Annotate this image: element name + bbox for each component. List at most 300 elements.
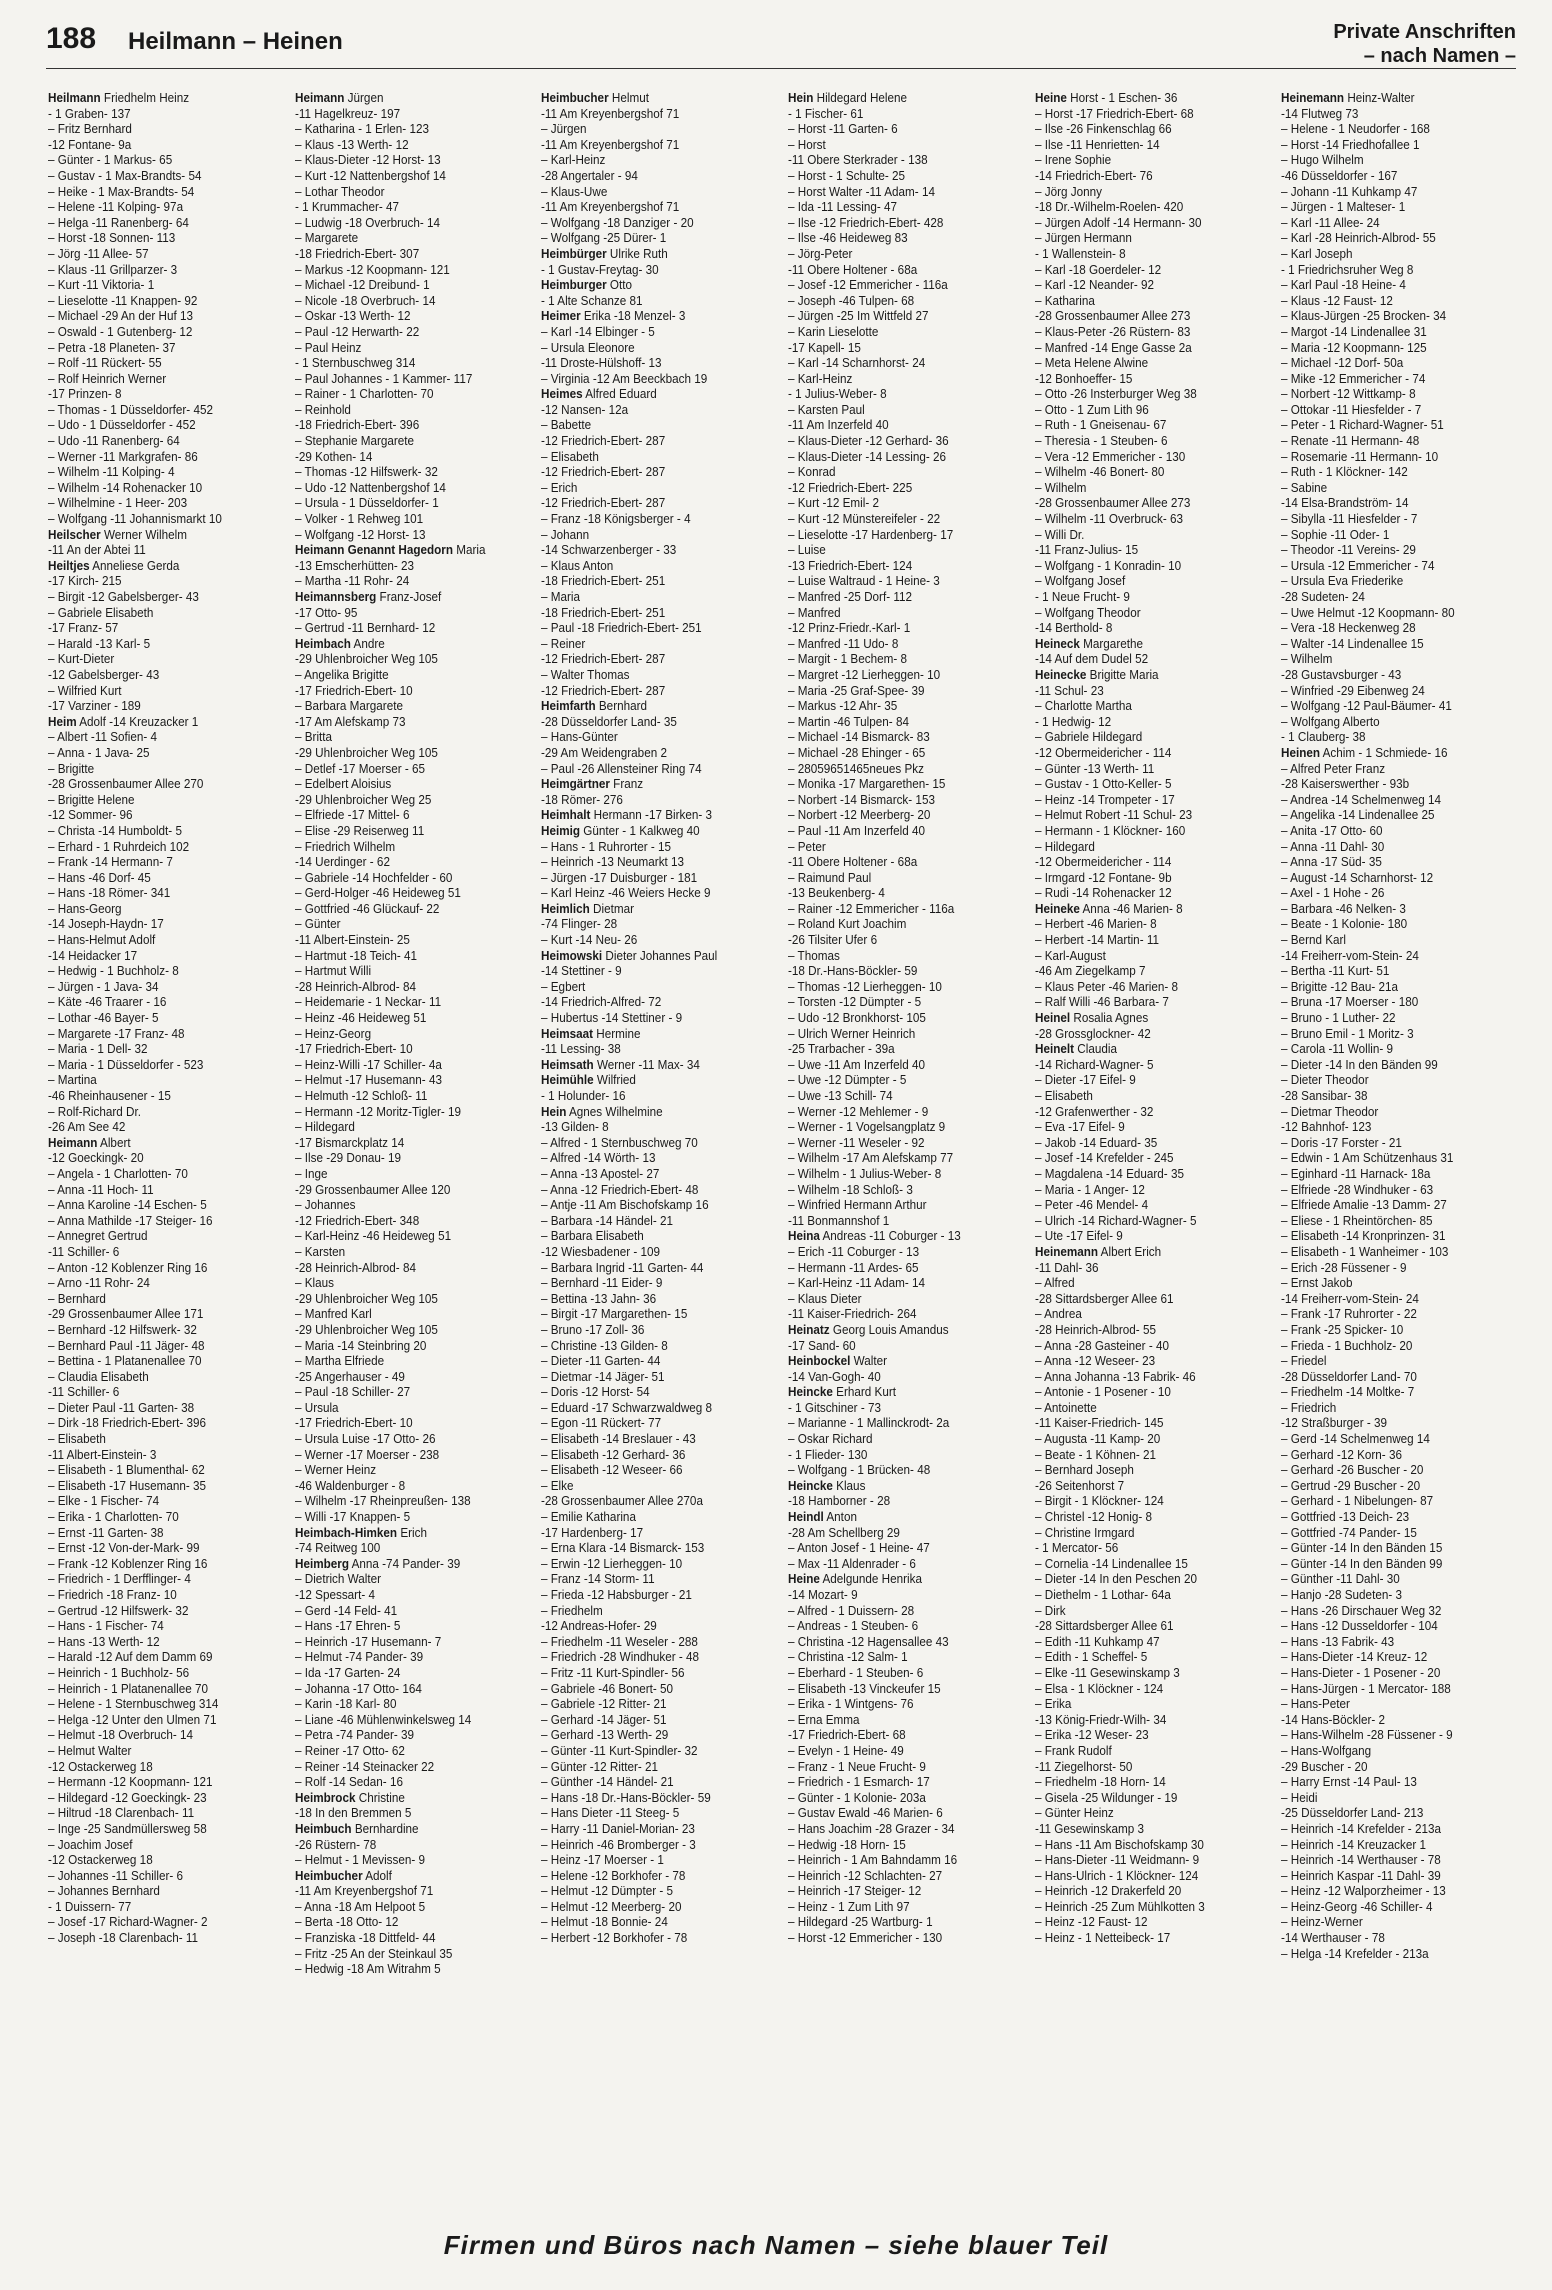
directory-entry	[48, 1353, 280, 1369]
entry-text: – Arno -11 Rohr- 24	[48, 1275, 150, 1291]
directory-entry	[1035, 230, 1267, 246]
directory-entry	[295, 1649, 527, 1665]
surname-heading: Heimgärtner	[541, 776, 611, 792]
entry-text: – Werner -11 Markgrafen- 86	[48, 448, 198, 464]
directory-entry	[1281, 1649, 1513, 1665]
directory-entry	[788, 807, 1020, 823]
entry-text: – Hedwig - 1 Buchholz- 8	[48, 963, 179, 979]
entry-text: – Günter Heinz	[1034, 1805, 1114, 1821]
entry-text: – Fritz -11 Kurt-Spindler- 56	[541, 1664, 685, 1680]
entry-text: -17 Friedrich-Ebert- 10	[294, 1041, 413, 1057]
entry-text: – Heinz - 1 Netteibeck- 17	[1034, 1930, 1170, 1946]
directory-entry	[541, 979, 773, 995]
directory-entry	[541, 480, 773, 496]
directory-entry	[48, 1135, 280, 1151]
entry-text: – Willi Dr.	[1034, 526, 1085, 542]
entry-text: – Günter -12 Ritter- 21	[541, 1758, 659, 1774]
directory-entry	[48, 386, 280, 402]
directory-entry	[1281, 1571, 1513, 1587]
directory-entry	[48, 542, 280, 558]
directory-entry	[788, 1384, 1020, 1400]
directory-entry	[788, 1104, 1020, 1120]
entry-text: – Heinz-Georg	[294, 1025, 371, 1041]
entry-text: – Anna -11 Dahl- 30	[1281, 838, 1385, 854]
entry-text: -17 Hardenberg- 17	[541, 1524, 644, 1540]
entry-text: – Hans Joachim -28 Grazer - 34	[788, 1820, 955, 1836]
directory-entry	[788, 1338, 1020, 1354]
directory-entry	[788, 1244, 1020, 1260]
directory-entry	[48, 1010, 280, 1026]
directory-entry	[295, 558, 527, 574]
directory-entry	[295, 1384, 527, 1400]
entry-text: -14 Hans-Böckler- 2	[1281, 1711, 1386, 1727]
entry-text: – Elke	[541, 1477, 574, 1493]
entry-text: Andre	[353, 635, 385, 651]
directory-entry	[48, 1431, 280, 1447]
directory-entry	[48, 417, 280, 433]
entry-text: – Marianne - 1 Mallinckrodt- 2a	[788, 1415, 950, 1431]
entry-text: – Elisabeth - 1 Wanheimer - 103	[1281, 1243, 1449, 1259]
directory-entry	[295, 121, 527, 137]
entry-text: Maria	[455, 542, 486, 558]
directory-entry	[295, 1556, 527, 1572]
directory-entry	[1035, 1914, 1267, 1930]
directory-entry	[1035, 402, 1267, 418]
entry-text: – Friedrich -28 Windhuker - 48	[541, 1649, 700, 1665]
entry-text: -12 Fontane- 9a	[48, 136, 132, 152]
entry-text: Georg Louis Amandus	[832, 1321, 949, 1337]
directory-entry	[48, 994, 280, 1010]
surname-heading: Heimbrock	[294, 1789, 356, 1805]
directory-entry	[788, 745, 1020, 761]
directory-entry	[788, 854, 1020, 870]
entry-text: – Hans-Dieter -11 Weidmann- 9	[1034, 1852, 1199, 1868]
entry-text: – Gabriele -46 Bonert- 50	[541, 1680, 674, 1696]
entry-text: – Anna Mathilde -17 Steiger- 16	[48, 1212, 213, 1228]
directory-entry	[788, 246, 1020, 262]
directory-entry	[788, 1556, 1020, 1572]
directory-entry	[1281, 994, 1513, 1010]
entry-text: – Reiner -17 Otto- 62	[294, 1742, 405, 1758]
directory-entry	[295, 776, 527, 792]
entry-text: – Ilse -26 Finkenschlag 66	[1034, 121, 1172, 137]
directory-entry	[1035, 121, 1267, 137]
directory-entry	[1035, 605, 1267, 621]
directory-entry	[1281, 916, 1513, 932]
entry-text: -12 Straßburger - 39	[1281, 1415, 1388, 1431]
entry-text: – Heinrich -13 Neumarkt 13	[541, 854, 685, 870]
directory-entry	[541, 729, 773, 745]
directory-entry	[788, 1431, 1020, 1447]
directory-entry	[1035, 246, 1267, 262]
directory-entry	[541, 1696, 773, 1712]
directory-entry	[541, 262, 773, 278]
surname-heading: Heiltjes	[48, 557, 90, 573]
entry-text: – Manfred -11 Udo- 8	[788, 635, 899, 651]
surname-heading: Heimsath	[541, 1056, 595, 1072]
directory-entry	[1035, 386, 1267, 402]
entry-text: – Charlotte Martha	[1034, 698, 1132, 714]
entry-text: – Hans-Peter	[1281, 1696, 1351, 1712]
entry-text: -12 Goeckingk- 20	[48, 1150, 144, 1166]
entry-text: – Uwe -12 Dümpter - 5	[788, 1072, 907, 1088]
directory-entry	[295, 636, 527, 652]
entry-text: – Erika -12 Weser- 23	[1034, 1727, 1149, 1743]
directory-entry	[48, 1759, 280, 1775]
directory-entry	[295, 1150, 527, 1166]
entry-text: Achim - 1 Schmiede- 16	[1322, 744, 1448, 760]
directory-entry	[788, 729, 1020, 745]
directory-entry	[295, 324, 527, 340]
entry-text: -17 Prinzen- 8	[48, 386, 122, 402]
directory-entry	[48, 215, 280, 231]
entry-text: – Klaus-Dieter -12 Horst- 13	[294, 152, 441, 168]
entry-text: – Jürgen - 1 Java- 34	[48, 978, 159, 994]
directory-entry	[295, 605, 527, 621]
directory-entry	[541, 246, 773, 262]
entry-text: – Joseph -18 Clarenbach- 11	[48, 1930, 199, 1946]
directory-entry	[788, 106, 1020, 122]
entry-text: – Frieda - 1 Buchholz- 20	[1281, 1337, 1413, 1353]
directory-entry	[541, 1587, 773, 1603]
entry-text: – Jörg -11 Allee- 57	[48, 245, 149, 261]
entry-text: – Jörg Jonny	[1034, 183, 1102, 199]
directory-entry	[295, 1696, 527, 1712]
entry-text: – Birgit -17 Margarethen- 15	[541, 1306, 688, 1322]
directory-entry	[1035, 1057, 1267, 1073]
entry-text: -14 Auf dem Dudel 52	[1034, 651, 1148, 667]
directory-entry	[295, 449, 527, 465]
directory-entry	[1035, 1525, 1267, 1541]
directory-entry	[1281, 1119, 1513, 1135]
directory-entry	[48, 1338, 280, 1354]
directory-entry	[1281, 745, 1513, 761]
entry-text: - 1 Neue Frucht- 9	[1034, 589, 1130, 604]
entry-text: – Carola -11 Wollin- 9	[1281, 1041, 1394, 1057]
entry-text: – Johannes	[294, 1197, 356, 1213]
entry-text: – Axel - 1 Hohe - 26	[1281, 885, 1385, 901]
directory-entry	[48, 262, 280, 278]
entry-text: – Heinrich - 1 Platanenallee 70	[48, 1680, 209, 1696]
entry-text: – Christine -13 Gilden- 8	[541, 1337, 669, 1353]
directory-entry	[48, 1228, 280, 1244]
entry-text: -29 Grossenbaumer Allee 120	[294, 1181, 451, 1197]
directory-entry	[48, 1727, 280, 1743]
entry-text: Franz	[613, 776, 644, 792]
directory-entry	[788, 1540, 1020, 1556]
directory-entry	[788, 1306, 1020, 1322]
entry-text: -25 Düsseldorfer Land- 213	[1281, 1805, 1424, 1821]
directory-entry	[295, 1509, 527, 1525]
entry-text: – Wolfgang -18 Danziger - 20	[541, 214, 694, 230]
directory-entry	[788, 1883, 1020, 1899]
directory-entry	[48, 449, 280, 465]
entry-text: – Hermann -12 Moritz-Tigler- 19	[294, 1103, 461, 1119]
directory-entry	[1281, 90, 1513, 106]
entry-text: – Hartmut -18 Teich- 41	[294, 947, 417, 963]
entry-text: – Bernhard	[48, 1290, 106, 1306]
directory-entry	[1281, 371, 1513, 387]
directory-entry	[295, 1603, 527, 1619]
entry-text: -28 Sittardsberger Allee 61	[1034, 1618, 1174, 1634]
entry-text: – Helene -11 Kolping- 97a	[48, 199, 184, 215]
directory-entry	[1281, 511, 1513, 527]
directory-entry	[295, 1743, 527, 1759]
entry-text: – Gerd -14 Schelmenweg 14	[1281, 1431, 1431, 1447]
entry-text: Erika -18 Menzel- 3	[584, 308, 686, 324]
entry-text: Anton	[826, 1509, 857, 1525]
directory-entry	[295, 589, 527, 605]
directory-entry	[48, 1837, 280, 1853]
directory-entry	[295, 1275, 527, 1291]
entry-text: – Heidemarie - 1 Neckar- 11	[294, 994, 441, 1010]
directory-entry	[788, 386, 1020, 402]
entry-text: Albert Erich	[1100, 1243, 1161, 1259]
directory-entry	[1281, 1415, 1513, 1431]
directory-entry	[295, 792, 527, 808]
directory-entry	[295, 1899, 527, 1915]
directory-entry	[541, 1010, 773, 1026]
directory-entry	[1035, 511, 1267, 527]
directory-entry	[1281, 979, 1513, 995]
directory-entry	[295, 371, 527, 387]
directory-entry	[1035, 1868, 1267, 1884]
entry-text: – Heinrich -12 Schlachten- 27	[788, 1867, 943, 1883]
entry-text: – Gottfried -46 Glückauf- 22	[294, 900, 440, 916]
directory-entry	[1281, 527, 1513, 543]
entry-text: – Angelika Brigitte	[294, 666, 389, 682]
directory-entry	[788, 1447, 1020, 1463]
entry-text: – Rolf Heinrich Werner	[48, 370, 167, 386]
entry-text: -11 Schiller- 6	[48, 1384, 120, 1400]
directory-entry	[295, 885, 527, 901]
entry-text: – Bernhard Joseph	[1034, 1462, 1134, 1478]
directory-entry	[788, 433, 1020, 449]
directory-entry	[541, 1525, 773, 1541]
directory-entry	[788, 963, 1020, 979]
entry-text: – Irmgard -12 Fontane- 9b	[1034, 869, 1172, 885]
entry-text: – Helga -12 Unter den Ulmen 71	[48, 1711, 217, 1727]
entry-text: – Elke -11 Gesewinskamp 3	[1034, 1664, 1180, 1680]
entry-text: -11 Kaiser-Friedrich- 264	[788, 1306, 917, 1322]
entry-text: – Werner -17 Moerser - 238	[294, 1446, 439, 1462]
directory-entry	[1035, 792, 1267, 808]
directory-entry	[788, 293, 1020, 309]
entry-text: -11 Dahl- 36	[1034, 1259, 1099, 1275]
entry-text: -18 Friedrich-Ebert- 307	[294, 245, 419, 261]
entry-text: – Jakob -14 Eduard- 35	[1034, 1134, 1157, 1150]
entry-text: – Erhard - 1 Ruhrdeich 102	[48, 838, 190, 854]
directory-entry	[1281, 1306, 1513, 1322]
directory-entry	[1035, 1119, 1267, 1135]
directory-entry	[1281, 386, 1513, 402]
directory-entry	[48, 963, 280, 979]
directory-entry	[541, 308, 773, 324]
directory-entry	[1035, 807, 1267, 823]
directory-entry	[48, 121, 280, 137]
entry-text: – Thomas	[788, 947, 840, 963]
directory-entry	[48, 340, 280, 356]
entry-text: -17 Friedrich-Ebert- 10	[294, 1415, 413, 1431]
entry-text: – Wilhelm -18 Schloß- 3	[788, 1181, 913, 1197]
entry-text: – Wilhelm -17 Rheinpreußen- 138	[294, 1493, 471, 1509]
entry-text: -26 Tilsiter Ufer 6	[788, 932, 878, 948]
entry-text: Günter - 1 Kalkweg 40	[583, 822, 701, 838]
entry-text: – Anna -12 Friedrich-Ebert- 48	[541, 1181, 699, 1197]
entry-text: – Hermann -12 Koopmann- 121	[48, 1774, 213, 1790]
surname-heading: Heinecke	[1034, 666, 1087, 682]
directory-entry	[541, 932, 773, 948]
surname-heading: Heilscher	[48, 526, 101, 542]
directory-entry	[788, 885, 1020, 901]
directory-entry	[1281, 277, 1513, 293]
entry-text: – Friedrich	[1281, 1399, 1337, 1415]
entry-text: – Ulrich -14 Richard-Wagner- 5	[1034, 1212, 1197, 1228]
entry-text: – Lieselotte -11 Knappen- 92	[48, 292, 198, 308]
entry-text: – Ruth - 1 Klöckner- 142	[1281, 464, 1409, 480]
directory-entry	[1035, 698, 1267, 714]
entry-text: Werner -11 Max- 34	[597, 1056, 701, 1072]
section-heading-line2: – nach Namen –	[1363, 45, 1516, 67]
directory-entry	[541, 1774, 773, 1790]
entry-text: – Uwe Helmut -12 Koopmann- 80	[1281, 604, 1455, 620]
directory-entry	[788, 1135, 1020, 1151]
entry-text: – Helmut -74 Pander- 39	[294, 1649, 423, 1665]
directory-entry	[1281, 168, 1513, 184]
entry-text: -14 Van-Gogh- 40	[788, 1368, 881, 1384]
entry-text: – Hans -13 Fabrik- 43	[1281, 1633, 1395, 1649]
entry-text: – Bruno -17 Zoll- 36	[541, 1321, 645, 1337]
directory-entry	[1035, 1400, 1267, 1416]
directory-entry	[541, 1727, 773, 1743]
directory-entry	[1281, 215, 1513, 231]
entry-text: Otto	[610, 277, 633, 293]
entry-text: – Hans-Wolfgang	[1281, 1742, 1372, 1758]
directory-entry	[788, 636, 1020, 652]
directory-entry	[48, 1306, 280, 1322]
directory-entry	[788, 402, 1020, 418]
entry-text: – Thomas - 1 Düsseldorfer- 452	[48, 401, 213, 417]
directory-entry	[788, 1478, 1020, 1494]
directory-entry	[541, 1447, 773, 1463]
directory-entry	[788, 1634, 1020, 1650]
entry-text: – Nicole -18 Overbruch- 14	[294, 292, 436, 308]
directory-entry	[295, 1041, 527, 1057]
directory-entry	[48, 1883, 280, 1899]
directory-entry	[1035, 199, 1267, 215]
directory-entry	[788, 355, 1020, 371]
directory-entry	[48, 901, 280, 917]
entry-text: – Günter	[294, 916, 341, 932]
directory-entry	[295, 1447, 527, 1463]
directory-entry	[541, 340, 773, 356]
directory-entry	[1035, 901, 1267, 917]
directory-entry	[788, 1462, 1020, 1478]
entry-text: -28 Grossenbaumer Allee 273	[1034, 308, 1191, 324]
directory-entry	[1035, 1447, 1267, 1463]
entry-text: -14 Freiherr-vom-Stein- 24	[1281, 1290, 1420, 1306]
entry-text: – Jürgen - 1 Malteser- 1	[1281, 199, 1406, 215]
entry-text: -12 Bonhoeffer- 15	[1034, 370, 1133, 386]
entry-text: – Diethelm - 1 Lothar- 64a	[1034, 1587, 1171, 1602]
entry-text: – Günter -13 Werth- 11	[1034, 760, 1154, 776]
entry-text: -11 Am Kreyenbergshof 71	[541, 105, 680, 121]
directory-entry	[295, 1228, 527, 1244]
directory-entry	[295, 1026, 527, 1042]
directory-entry	[1281, 433, 1513, 449]
directory-entry	[295, 870, 527, 886]
directory-entry	[1035, 495, 1267, 511]
surname-heading: Heimannsberg	[294, 589, 376, 604]
directory-entry	[1035, 1774, 1267, 1790]
entry-text: – Reiner	[541, 635, 586, 651]
directory-entry	[48, 106, 280, 122]
directory-entry	[295, 480, 527, 496]
directory-entry	[295, 1338, 527, 1354]
entry-text: -12 Nansen- 12a	[541, 401, 629, 417]
entry-text: -11 Bonmannshof 1	[788, 1212, 890, 1228]
entry-text: – Ida -17 Garten- 24	[294, 1664, 401, 1680]
directory-entry	[295, 1291, 527, 1307]
entry-text: -74 Flinger- 28	[541, 916, 618, 932]
directory-entry	[295, 1837, 527, 1853]
directory-entry	[48, 355, 280, 371]
entry-text: – Walter -14 Lindenallee 15	[1281, 635, 1424, 651]
entry-text: – Konrad	[788, 464, 836, 480]
directory-entry	[788, 1930, 1020, 1946]
entry-text: – Maria - 1 Dell- 32	[48, 1041, 148, 1057]
entry-text: – Ernst -11 Garten- 38	[48, 1524, 164, 1540]
directory-entry	[48, 246, 280, 262]
entry-text: - 1 Graben- 137	[48, 105, 131, 121]
directory-entry	[541, 277, 773, 293]
directory-entry	[295, 573, 527, 589]
entry-text: – Karl-August	[1034, 947, 1106, 963]
entry-text: Anna -74 Pander- 39	[351, 1555, 460, 1571]
entry-text: -11 Droste-Hülshoff- 13	[541, 355, 662, 371]
entry-text: – Heinz -12 Walporzheimer - 13	[1281, 1883, 1447, 1899]
directory-entry	[1281, 839, 1513, 855]
directory-entry	[788, 1774, 1020, 1790]
directory-entry	[1281, 1182, 1513, 1198]
directory-entry	[541, 1431, 773, 1447]
entry-text: – Elisabeth -17 Husemann- 35	[48, 1477, 207, 1493]
entry-text: – Wolfgang Josef	[1034, 573, 1125, 589]
directory-entry	[295, 1540, 527, 1556]
directory-entry	[1281, 449, 1513, 465]
directory-entry	[48, 714, 280, 730]
directory-entry	[541, 542, 773, 558]
directory-entry	[1035, 776, 1267, 792]
directory-entry	[295, 1571, 527, 1587]
directory-listing	[48, 90, 1514, 2210]
entry-text: -26 Seitenhorst 7	[1034, 1477, 1124, 1493]
surname-heading: Heinelt	[1034, 1041, 1074, 1057]
entry-text: – Elisabeth	[541, 448, 600, 464]
entry-text: – Hans - 1 Ruhrorter - 15	[541, 838, 672, 854]
entry-text: – Brigitte -12 Bau- 21a	[1281, 978, 1399, 994]
entry-text: Dietmar	[593, 900, 635, 916]
entry-text: -12 Friedrich-Ebert- 287	[541, 464, 666, 480]
entry-text: – Anton -12 Koblenzer Ring 16	[48, 1259, 208, 1275]
entry-text: – Horst -11 Garten- 6	[788, 121, 898, 137]
entry-text: Heinz-Walter	[1347, 90, 1415, 105]
directory-entry	[1035, 137, 1267, 153]
entry-text: – Heinrich -17 Husemann- 7	[294, 1633, 441, 1649]
directory-entry	[541, 1478, 773, 1494]
directory-entry	[541, 137, 773, 153]
entry-text: – Wilhelm	[1281, 651, 1333, 667]
